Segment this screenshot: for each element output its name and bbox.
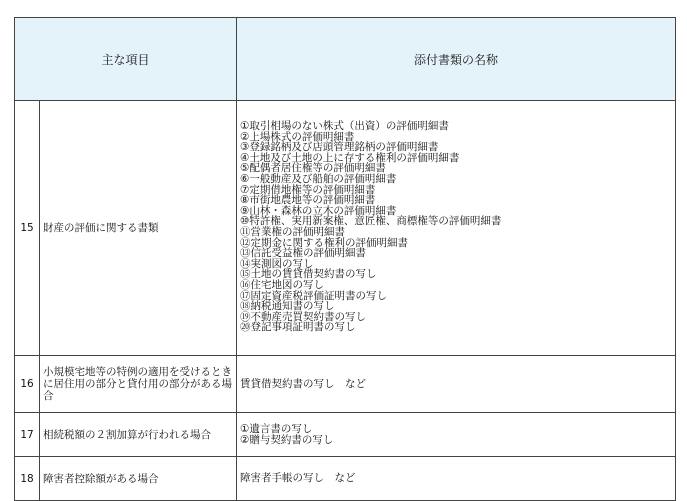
row-item: 障害者控除額がある場合 xyxy=(40,457,237,501)
row-documents xyxy=(237,356,676,413)
row-item: 小規模宅地等の特例の適用を受けるときに居住用の部分と貸付用の部分がある場合 xyxy=(40,356,237,413)
document-item: ⑤配偶者居住権等の評価明細書 xyxy=(240,162,386,175)
document-item: ⑩特許権、実用新案権、意匠権、商標権等の評価明細書 xyxy=(240,215,502,228)
document-item: 障害者手帳の写し など xyxy=(240,472,356,485)
row-item: 相続税額の２割加算が行われる場合 xyxy=(40,413,237,457)
document-item: ⑦定期借地権等の評価明細書 xyxy=(240,183,376,196)
document-item: ④土地及び土地の上に存する権利の評価明細書 xyxy=(240,151,460,164)
row-documents xyxy=(237,413,676,457)
document-item: ⑥一般動産及び船舶の評価明細書 xyxy=(240,173,397,186)
document-item: ⑳登記事項証明書の写し xyxy=(240,321,356,334)
attachments-table xyxy=(14,17,676,501)
document-item: ⑧市街地農地等の評価明細書 xyxy=(240,194,376,207)
document-item: ⑫定期金に関する権利の評価明細書 xyxy=(240,236,409,249)
document-item: ⑭実測図の写し xyxy=(240,257,314,270)
row-item: 財産の評価に関する書類 xyxy=(40,101,237,356)
document-item: ⑲不動産売買契約書の写し xyxy=(240,310,367,323)
row-documents xyxy=(237,457,676,501)
document-item: ⑱納税通知書の写し xyxy=(240,300,335,313)
document-item: 賃貸借契約書の写し など xyxy=(240,377,367,390)
document-item: ⑰固定資産税評価証明書の写し xyxy=(240,289,388,302)
table-row xyxy=(15,457,676,501)
header-main-item: 主な項目 xyxy=(15,18,237,101)
row-number: 16 xyxy=(15,356,40,413)
document-item: ①取引相場のない株式（出資）の評価明細書 xyxy=(240,120,449,133)
row-documents xyxy=(237,101,676,356)
document-item: ①遺言書の写し xyxy=(240,422,313,435)
table-header-row xyxy=(15,18,676,101)
document-item: ③登録銘柄及び店頭管理銘柄の評価明細書 xyxy=(240,141,439,154)
table-row xyxy=(15,356,676,413)
row-number: 18 xyxy=(15,457,40,501)
document-item: ②贈与契約書の写し xyxy=(240,433,334,446)
document-item: ⑬信託受益権の評価明細書 xyxy=(240,247,367,260)
document-item: ⑮土地の賃貸借契約書の写し xyxy=(240,268,377,281)
table-row xyxy=(15,413,676,457)
header-document-name: 添付書類の名称 xyxy=(237,18,676,101)
document-item: ⑯住宅地図の写し xyxy=(240,278,325,291)
row-number: 15 xyxy=(15,101,40,356)
table-row xyxy=(15,101,676,356)
document-item: ②上場株式の評価明細書 xyxy=(240,130,355,143)
document-item: ⑨山林・森林の立木の評価明細書 xyxy=(240,204,397,217)
row-number: 17 xyxy=(15,413,40,457)
document-item: ⑪営業権の評価明細書 xyxy=(240,226,346,238)
